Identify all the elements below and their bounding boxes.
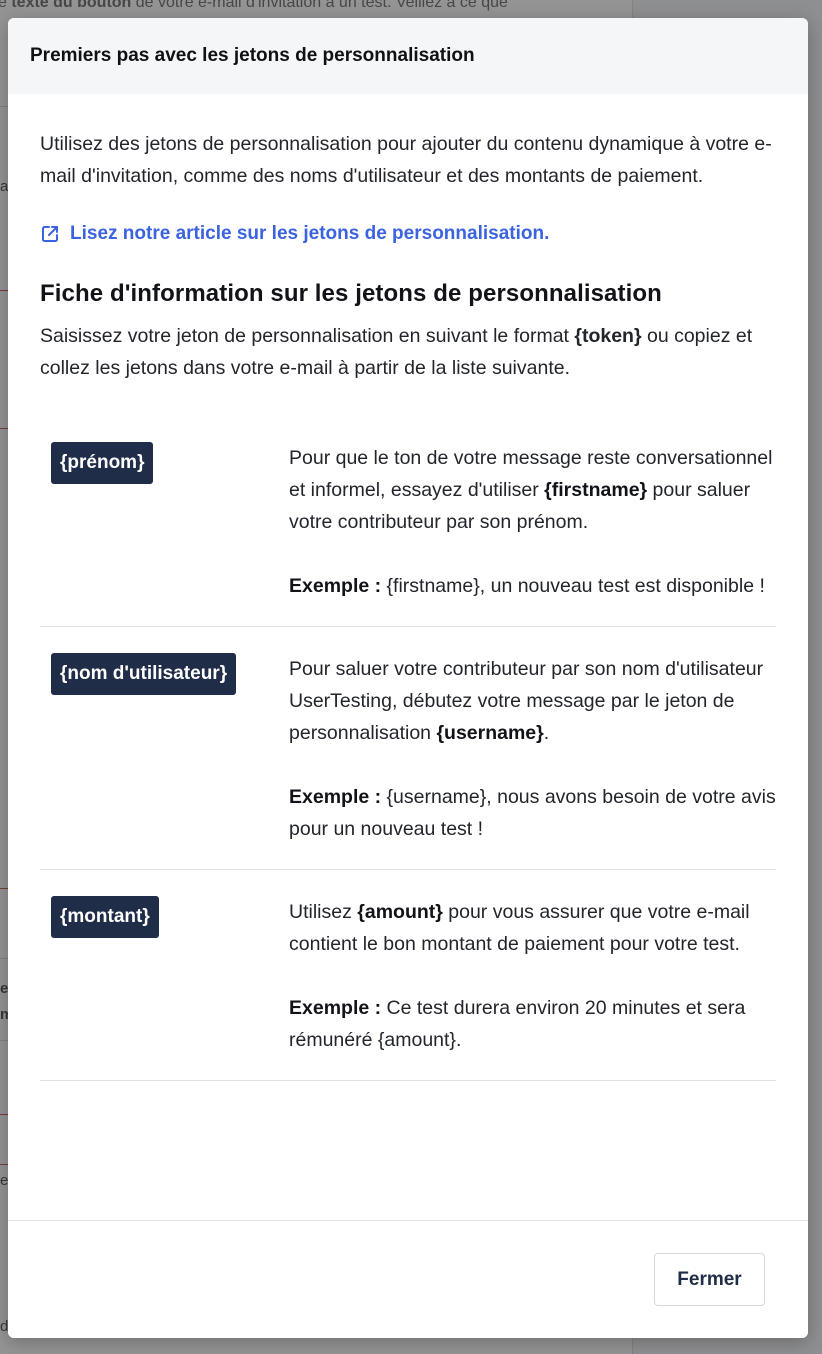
personalization-tokens-modal xyxy=(8,18,808,1338)
token-description: Pour que le ton de votre message reste conversationnel et informel, essayez d'utiliser {firstname} pour saluer votre contributeur par son prénom. Exemple : {firstname}, un nouveau test est disponible ! xyxy=(289,442,776,602)
modal-body xyxy=(8,94,808,1081)
modal-header xyxy=(8,18,808,94)
article-link[interactable] xyxy=(40,223,776,245)
token-format: {token} xyxy=(574,325,642,347)
token-example: Exemple : {username}, nous avons besoin de votre avis pour un nouveau test ! xyxy=(289,786,776,840)
close-button[interactable]: Fermer xyxy=(654,1253,765,1306)
token-description: Utilisez {amount} pour vous assurer que votre e-mail contient le bon montant de paiement pour votre test. Exemple : Ce test durera environ 20 minutes et sera rémunéré {amount}. xyxy=(289,896,776,1056)
token-example: Exemple : Ce test durera environ 20 minutes et sera rémunéré {amount}. xyxy=(289,997,746,1051)
modal-title: Premiers pas avec les jetons de personnalisation xyxy=(30,45,475,66)
token-chip-username[interactable]: {nom d'utilisateur} xyxy=(51,653,236,695)
token-chip-firstname[interactable]: {prénom} xyxy=(51,442,153,484)
token-example: Exemple : {firstname}, un nouveau test est disponible ! xyxy=(289,575,765,597)
token-chip-amount[interactable]: {montant} xyxy=(51,896,159,938)
modal-footer xyxy=(8,1220,808,1338)
token-row-amount xyxy=(40,870,776,1081)
external-link-icon xyxy=(40,224,60,244)
intro-text: Utilisez des jetons de personnalisation pour ajouter du contenu dynamique à votre e-mail d'invitation, comme des noms d'utilisateur et des montants de paiement. xyxy=(40,133,772,187)
section-title: Fiche d'information sur les jetons de personnalisation xyxy=(40,280,662,307)
token-row-username xyxy=(40,627,776,870)
token-row-firstname xyxy=(40,412,776,627)
token-list xyxy=(40,412,776,1081)
token-description: Pour saluer votre contributeur par son nom d'utilisateur UserTesting, débutez votre message par le jeton de personnalisation {username}. Exemple : {username}, nous avons besoin de votre avis pour un nouveau test ! xyxy=(289,653,776,845)
section-description: Saisissez votre jeton de personnalisation en suivant le format {token} ou copiez et collez les jetons dans votre e-mail à partir de la liste suivante. xyxy=(40,325,753,379)
article-link-label: Lisez notre article sur les jetons de personnalisation. xyxy=(70,223,550,244)
